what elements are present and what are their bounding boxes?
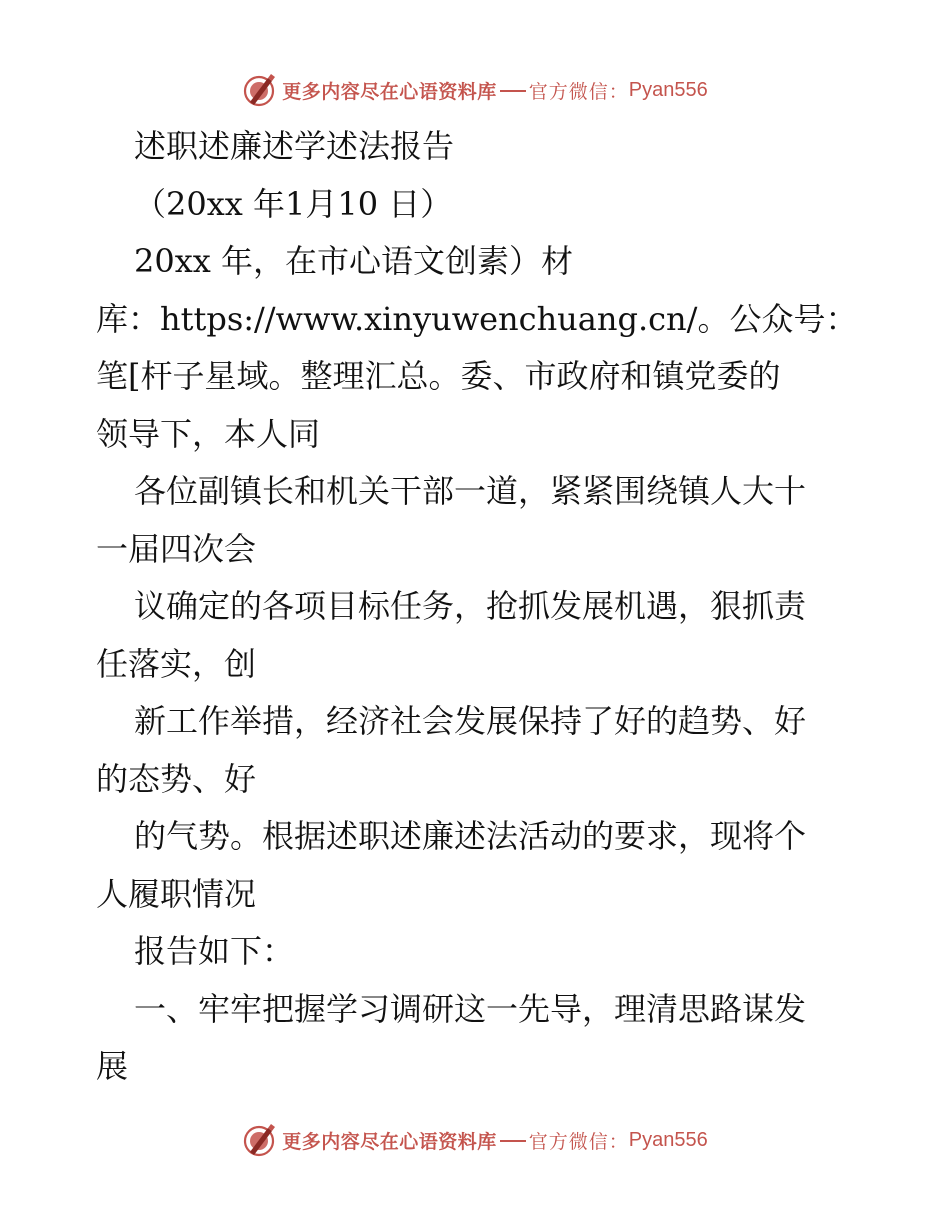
paragraph-line: 人履职情况 [96,874,257,913]
paragraph-line: 任落实，创 [96,644,257,683]
paragraph-line: 展 [96,1047,129,1085]
wechat-label: 官方微信： [528,80,629,103]
brand-text: 更多内容尽在心语资料库 [282,80,497,103]
paragraph-line: 库：https://www.xinyuwenchuang.cn/。公众号： [96,299,858,338]
document-date: （20xx 年1月10 日） [134,184,453,223]
paragraph-line: 笔[杆子星域。整理汇总。委、市政府和镇党委的 [96,357,781,395]
footer-watermark [0,1120,950,1160]
wechat-label: 官方微信： [528,1130,629,1153]
paragraph-line: 议确定的各项目标任务，抢抓发展机遇，狠抓责 [134,587,807,625]
brand-text: 更多内容尽在心语资料库 [282,1130,497,1153]
header-watermark [0,70,950,110]
document-title: 述职述廉述学述法报告 [134,127,455,165]
divider [500,90,526,92]
document-body [96,118,866,1096]
divider [500,1140,526,1142]
paragraph-line: 新工作举措，经济社会发展保持了好的趋势、好 [134,702,807,740]
paragraph-line: 的态势、好 [96,759,257,798]
paragraph-line: 20xx 年，在市心语文创素）材 [134,242,573,280]
wechat-id: Pyan556 [628,1128,708,1151]
paragraph-line: 的气势。根据述职述廉述法活动的要求，现将个 [134,817,807,855]
section-heading: 一、牢牢把握学习调研这一先导，理清思路谋发 [134,989,807,1028]
pen-logo-icon [242,72,278,108]
pen-logo-icon [242,1122,278,1158]
wechat-id: Pyan556 [628,78,708,101]
paragraph-line: 报告如下： [134,932,295,970]
paragraph-line: 一届四次会 [96,529,257,568]
paragraph-line: 领导下，本人同 [96,414,321,453]
paragraph-line: 各位副镇长和机关干部一道，紧紧围绕镇人大十 [134,472,807,510]
